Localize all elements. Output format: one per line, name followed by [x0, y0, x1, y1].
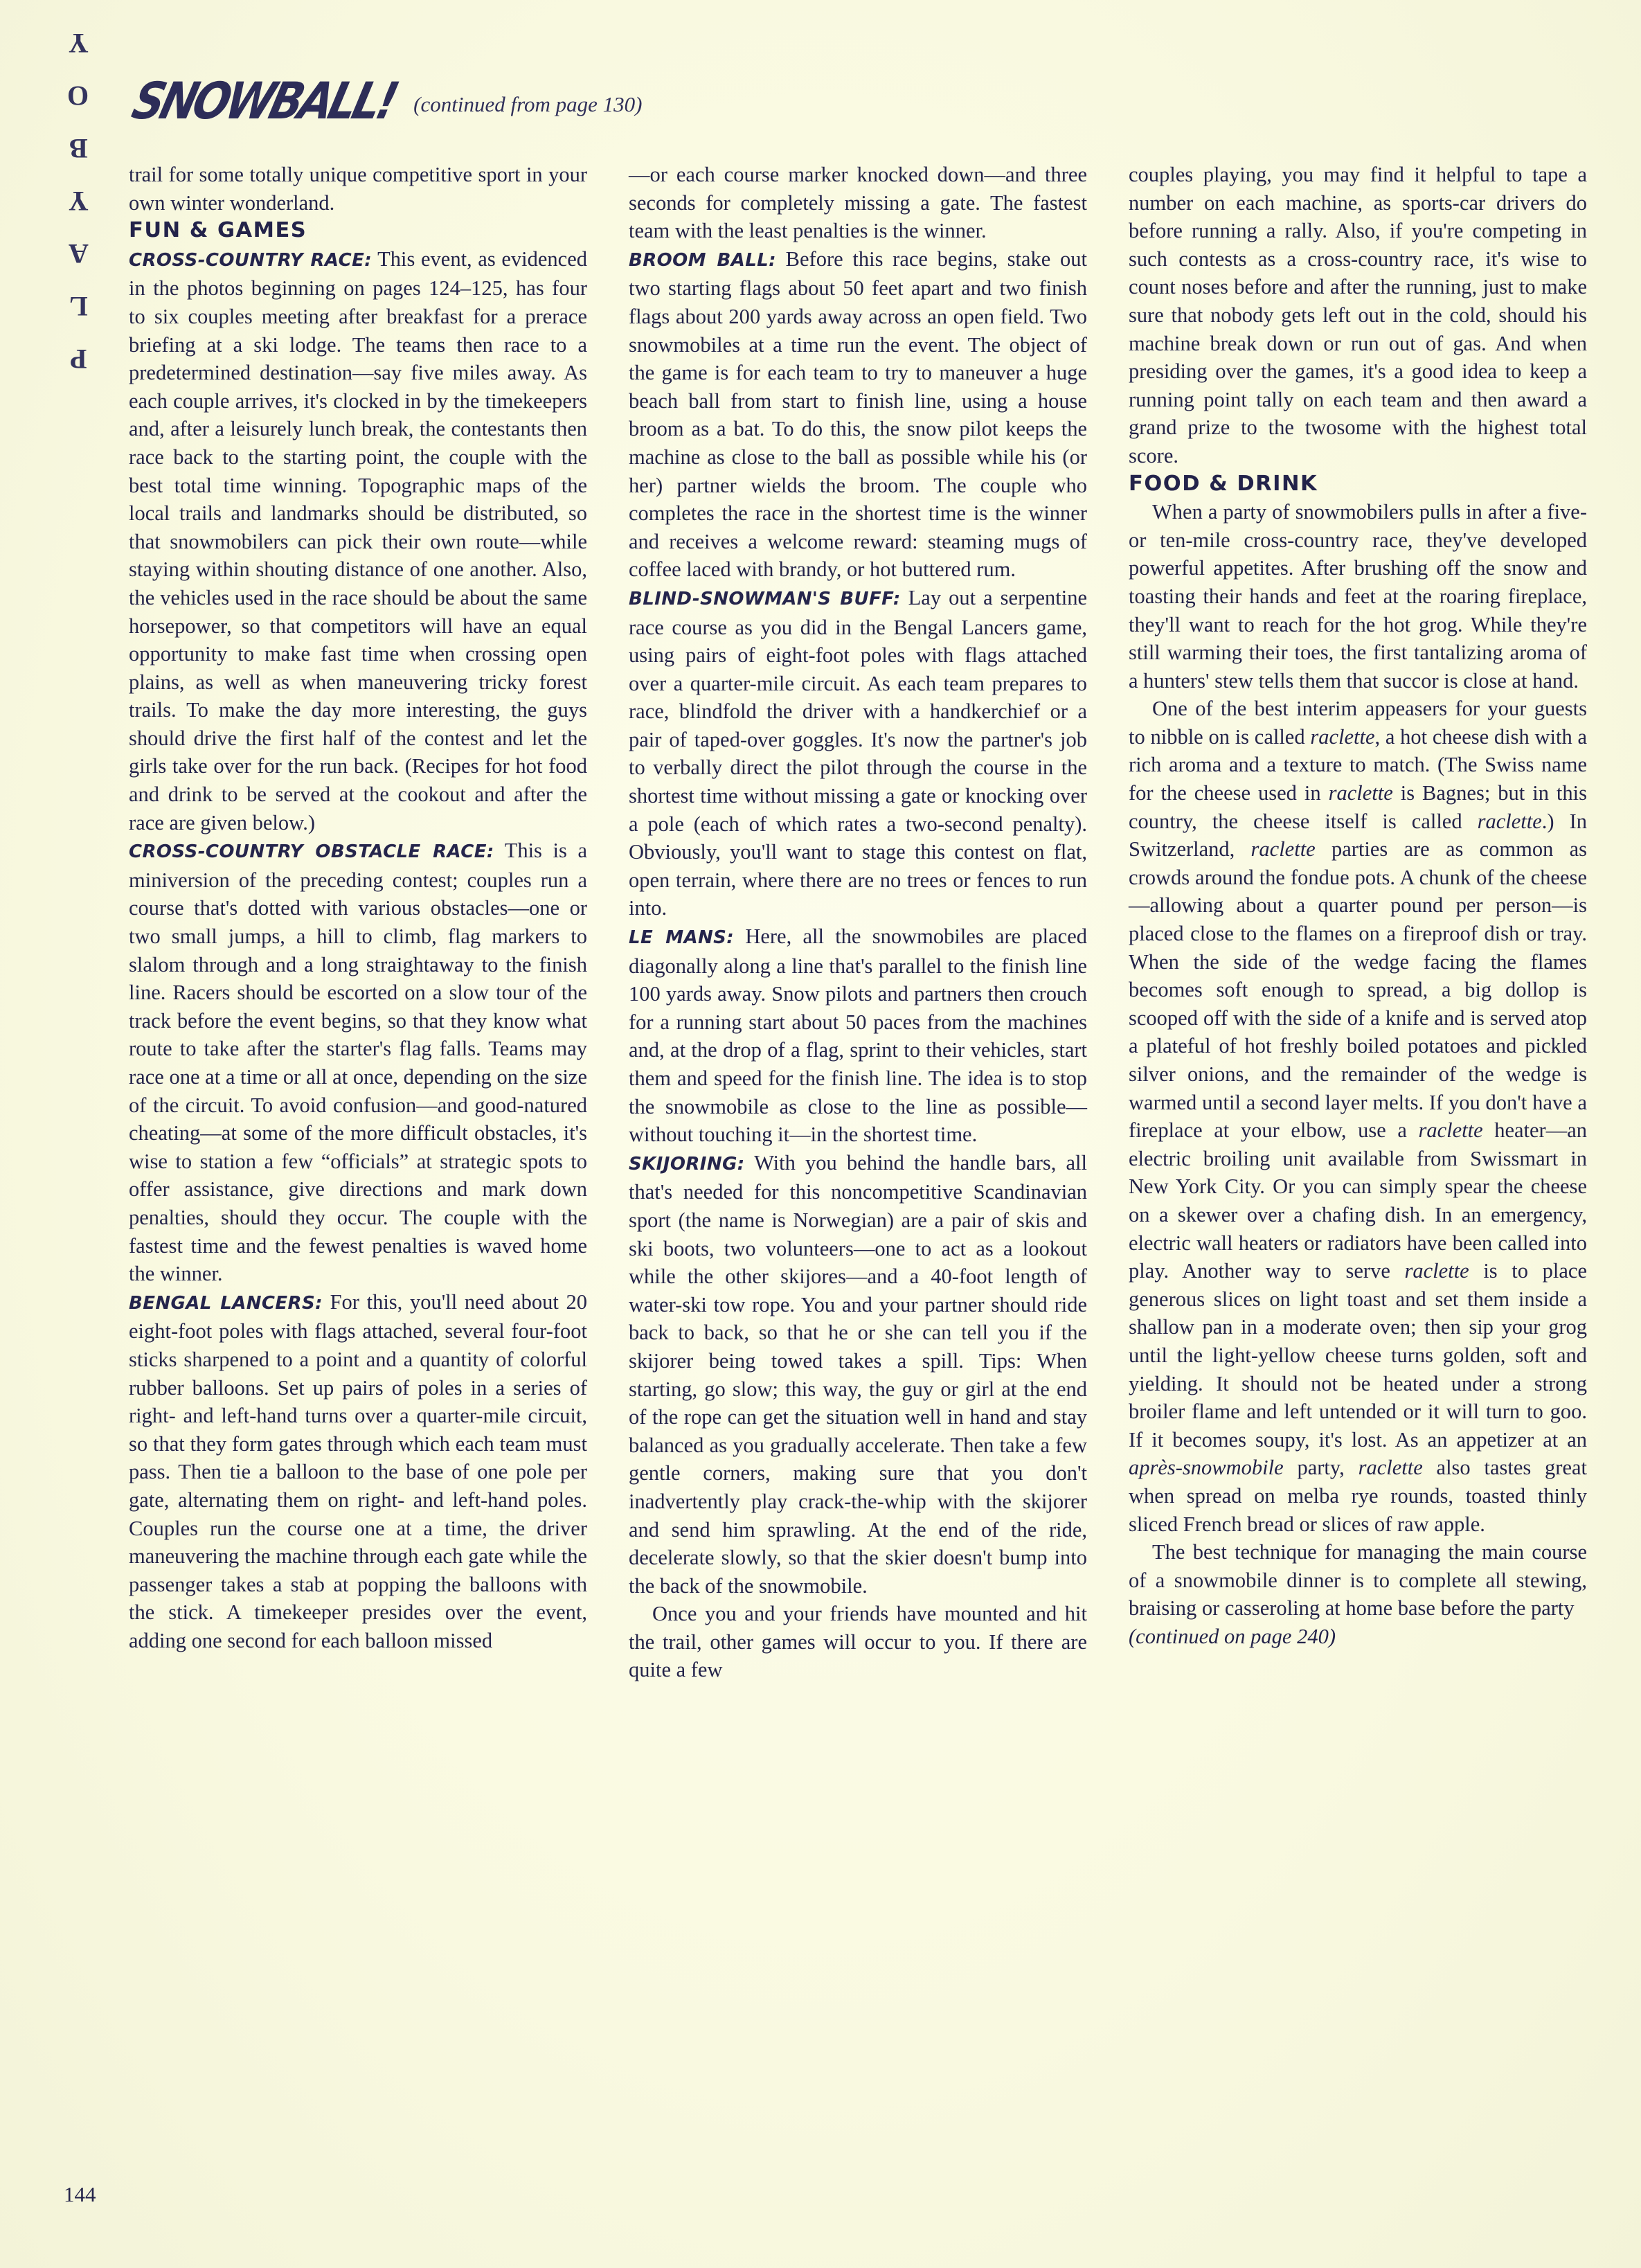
item-bengal-lancers — [129, 1288, 587, 1655]
food-paragraph-1: When a party of snowmobilers pulls in after a five- or ten-mile cross-country race, they've developed powerful appetites. After brushing off the snow and toasting their hands and feet at the roaring fireplace, they'll want to reach for the hot grog. While they're still warming their toes, the first tantalizing aroma of a hunters' stew tells them that succor is close at hand. — [1129, 500, 1587, 693]
item-body: This event, as evidenced in the photos beginning on pages 124–125, has four to six couples meeting after breakfast for a prerace briefing at a ski lodge. The teams then race to a predetermined destination—say five miles away. As each couple arrives, it's clocked in by the timekeepers and, after a leisurely lunch break, the contestants then race back to the starting point, the couple with the best total time winning. Topographic maps of the local trails and landmarks should be distributed, so that snowmobilers can pick their own route—while staying within shouting distance of one another. Also, the vehicles used in the race should be about the same horsepower, so that competitors will have an equal opportunity to make fast time when crossing open plains, as well as when maneuvering tricky forest trails. To make the day more interesting, the guys should drive the first half of the contest and let the girls take over for the run back. (Recipes for hot food and drink to be served at the cookout and after the race are given below.) — [129, 247, 587, 834]
spine-letter: P — [69, 343, 87, 375]
item-body: This is a miniversion of the preceding contest; couples run a course that's dotted with various obstacles—one or two small jumps, a hill to climb, flag markers to slalom through and a long straightaway to the finish line. Racers should be escorted on a slow tour of the track before the event begins, so that they know what route to take after the starter's flag falls. Teams may race one at a time or all at once, depending on the size of the circuit. To avoid confusion—and good-natured cheating—at some of the more difficult obstacles, it's wise to station a few “officials” at strategic spots to offer assistance, give directions and mark down penalties, should they occur. The couple with the fastest time and the fewest penalties is waved home the winner. — [129, 839, 587, 1286]
spine-letter: Y — [68, 28, 89, 59]
runin-subhead: CROSS-COUNTRY RACE: — [129, 249, 373, 271]
runin-subhead: BROOM BALL: — [629, 249, 776, 271]
food-paragraph-3: The best technique for managing the main course of a snowmobile dinner is to complete all stewing, braising or casseroling at home base before the party — [1129, 1540, 1587, 1620]
item-cross-country-race — [129, 245, 587, 837]
item-skijoring — [629, 1149, 1087, 1600]
column2-continuation: —or each course marker knocked down—and three seconds for completely missing a gate. The fastest team with the least penalties is the winner. — [629, 163, 1087, 243]
continued-on-note: (continued on page 240) — [1129, 1624, 1336, 1648]
column-2 — [629, 161, 1087, 2224]
section-head-fun-and-games: FUN & GAMES — [129, 218, 307, 243]
runin-subhead: LE MANS: — [629, 927, 735, 949]
article-masthead — [127, 71, 643, 131]
spine-letter: Y — [68, 186, 89, 217]
item-cross-country-obstacle-race — [129, 837, 587, 1288]
runin-subhead: CROSS-COUNTRY OBSTACLE RACE: — [129, 841, 494, 863]
page-number: 144 — [64, 2182, 96, 2206]
runin-subhead: BENGAL LANCERS: — [129, 1292, 323, 1314]
item-blind-snowmans-buff — [629, 584, 1087, 922]
runin-subhead: SKIJORING: — [629, 1153, 745, 1175]
column-3 — [1129, 161, 1587, 2224]
item-body: Here, all the snowmobiles are placed diagonally along a line that's parallel to the finish line 100 yards away. Snow pilots and partners then crouch for a running start about 50 paces from the machines and, at the drop of a flag, sprint to their vehicles, start them and speed for the finish line. The idea is to stop the snowmobile as close to the line as possible—without touching it—in the shortest time. — [629, 925, 1088, 1147]
article-title: SNOWBALL! — [127, 71, 402, 131]
item-broom-ball — [629, 245, 1087, 584]
section-head-food-and-drink: FOOD & DRINK — [1129, 471, 1318, 496]
food-paragraph-raclette: One of the best interim appeasers for your guests to nibble on is called raclette, a hot cheese dish with a rich aroma and a texture to match. (The Swiss name for the cheese used in raclette is Bagnes; but in this country, the cheese itself is called raclette.) In Switzerland, raclette parties are as common as crowds around the fondue pots. A chunk of the cheese—allowing about a quarter pound per person—is placed close to the flames on a fireproof dish or tray. When the side of the wedge facing the flames becomes soft enough to spread, a big dollop is scooped off with the side of a knife and is served atop a plateful of hot freshly boiled potatoes and pickled silver onions, and the remainder of the wedge is warmed until a second layer melts. If you don't have a fireplace at your elbow, use a raclette heater—an electric broiling unit available from Swissmart in New York City. Or you can simply spear the cheese on a skewer over a chafing dish. In an emergency, electric wall heaters or radiators have been called into play. Another way to serve raclette is to place generous slices on light toast and set them inside a shallow pan in a moderate oven; then sip your grog until the light-yellow cheese turns golden, soft and yielding. It should not be heated under a strong broiler flame and left untended or it will turn to goo. If it becomes soupy, it's lost. As an appetizer at an après-snowmobile party, raclette also tastes great when spread on melba rye rounds, toasted thinly sliced French bread or slices of raw apple. — [1129, 697, 1587, 1536]
lead-paragraph: trail for some totally unique competitive sport in your own winter wonderland. — [129, 163, 587, 215]
column-1 — [129, 161, 587, 2224]
spine-letter: L — [69, 291, 88, 322]
item-body: For this, you'll need about 20 eight-foot poles with flags attached, several four-foot sticks sharpened to a point and a quantity of colorful rubber balloons. Set up pairs of poles in a series of right- and left-hand turns over a quarter-mile circuit, so that they form gates through which each team must pass. Then tie a balloon to the base of one pole per gate, alternating them on right- and left-hand poles. Couples run the course one at a time, the driver maneuvering the machine through each gate while the passenger takes a stab at popping the balloons with the stick. A timekeeper presides over the event, adding one second for each balloon missed — [129, 1289, 588, 1652]
spine-letter: A — [68, 238, 89, 269]
item-body: Before this race begins, stake out two starting flags about 50 feet apart and two finish flags about 200 yards away across an open field. Two snowmobiles at a time run the event. The object of the game is for each team to try to maneuver a huge beach ball from start to finish line, using a house broom as a bat. To do this, the snow pilot keeps the machine as close to the ball as possible while his (or her) partner wields the broom. The couple who completes the race in the shortest time is the winner and receives a welcome reward: steaming mugs of coffee laced with brandy, or hot buttered rum. — [629, 247, 1088, 582]
playboy-spine-label — [54, 28, 102, 375]
item-le-mans — [629, 922, 1087, 1149]
spine-letter: O — [67, 80, 89, 111]
spine-letter: B — [69, 133, 88, 164]
continued-from-note: (continued from page 130) — [413, 91, 643, 116]
article-columns — [129, 161, 1587, 2224]
item-body: Lay out a serpentine race course as you did in the Bengal Lancers game, using pairs of eight-foot poles with flags attached over a quarter-mile circuit. As each team prepares to race, blindfold the driver with a handkerchief or a pair of taped-over goggles. It's now the partner's job to verbally direct the pilot through the course in the shortest time without missing a gate or knocking over a pole (each of which rates a two-second penalty). Obviously, you'll want to stage this contest on flat, open terrain, where there are no trees or fences to run into. — [629, 585, 1087, 920]
column3-continuation: couples playing, you may find it helpful to tape a number on each machine, as sports-car drivers do before running a rally. Also, if you're competing in such contests as a cross-country race, it's wise to count noses before and after the running, just to make sure that nobody gets left out in the cold, should his machine break down or run out of gas. And when presiding over the games, it's a good idea to keep a running point tally on each team and then award a grand prize to the twosome with the highest total score. — [1129, 163, 1587, 467]
item-body: With you behind the handle bars, all that's needed for this noncompetitive Scandinavian sport (the name is Norwegian) are a pair of skis and ski boots, two volunteers—one to act as a lookout while the other skijores—and a 40-foot length of water-ski tow rope. You and your partner should ride back to back, so that he or she can tell you if the skijorer being towed takes a spill. Tips: When starting, go slow; this way, the guy or girl at the end of the rope can get the situation well in hand and stay balanced as you gradually accelerate. Then take a few gentle corners, making sure that you don't inadvertently play crack-the-whip with the skijorer and send him sprawling. At the end of the ride, decelerate slowly, so that the skier doesn't bump into the back of the snowmobile. — [629, 1150, 1087, 1598]
column2-closing: Once you and your friends have mounted and hit the trail, other games will occur to you. If there are quite a few — [629, 1602, 1087, 1682]
runin-subhead: BLIND-SNOWMAN'S BUFF: — [629, 588, 901, 609]
